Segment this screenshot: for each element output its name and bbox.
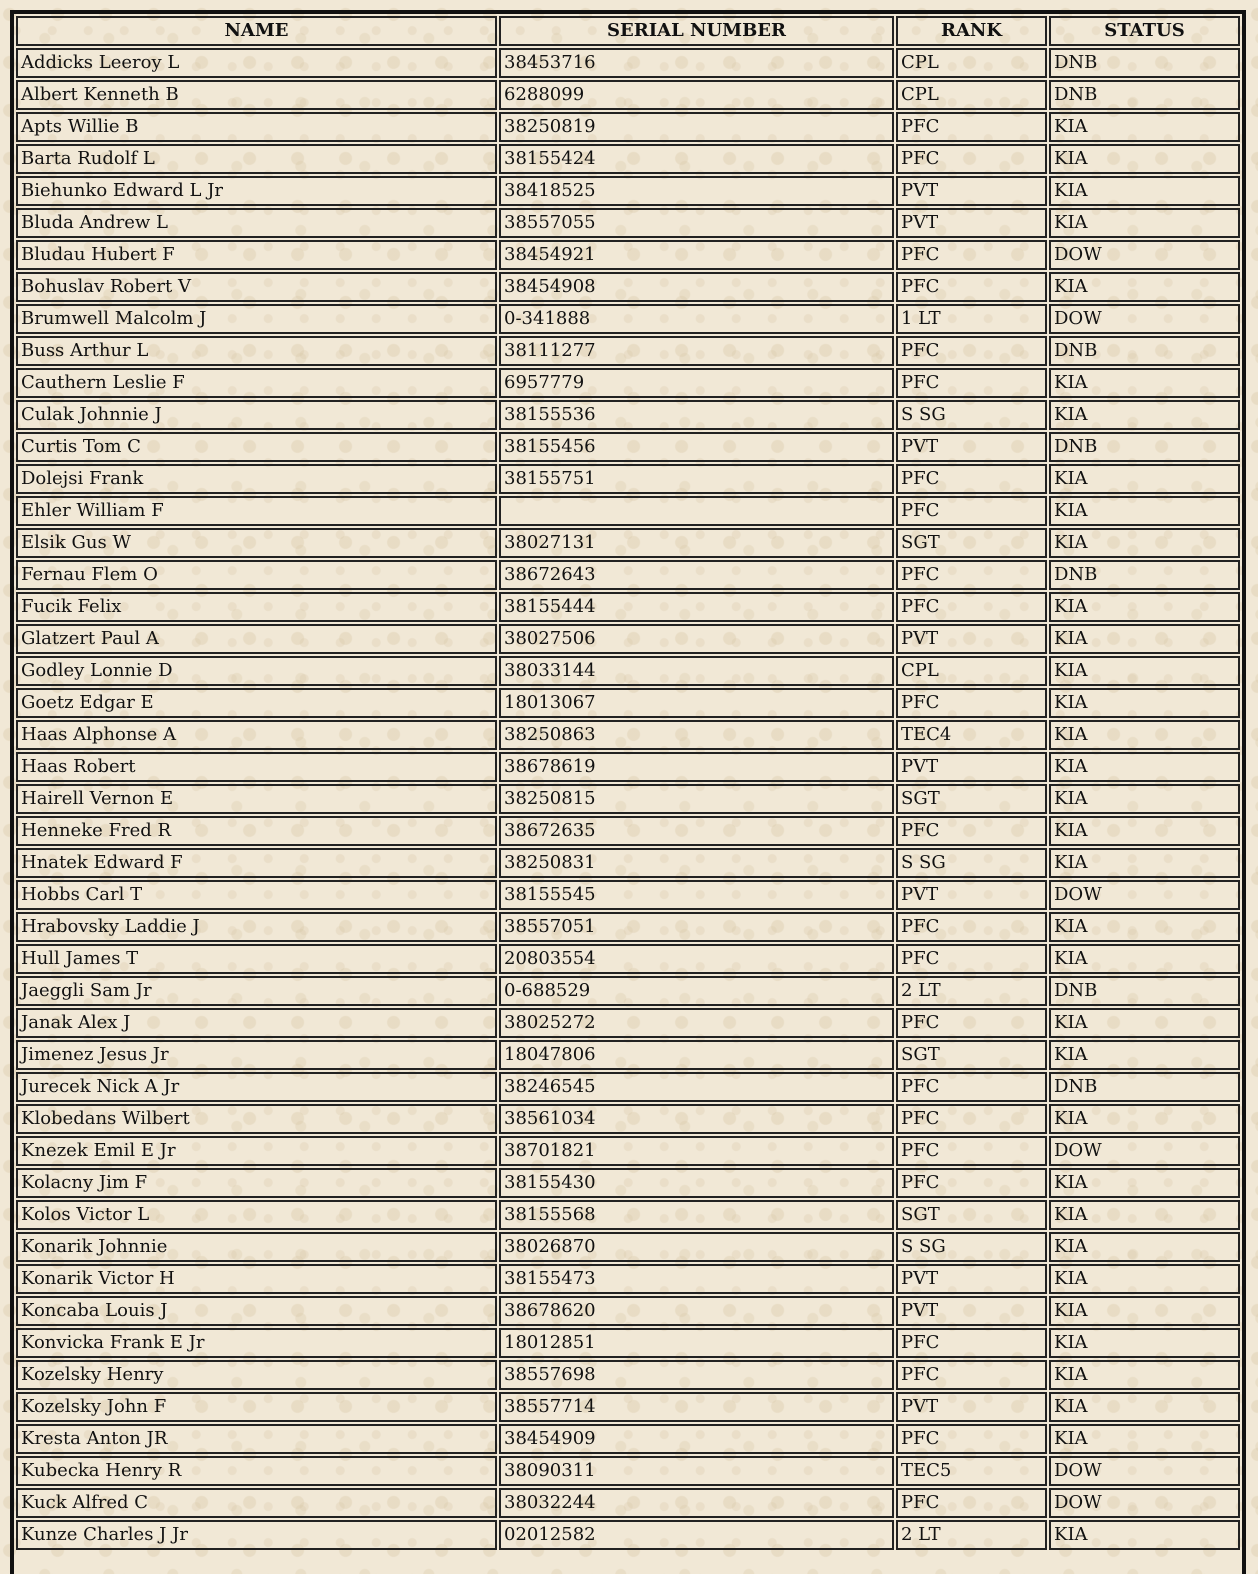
cell-name: Apts Willie B [16,112,497,142]
table-row [16,1392,1240,1422]
cell-rank: SGT [896,784,1047,814]
cell-name: Ehler William F [16,496,497,526]
cell-status: KIA [1049,720,1240,750]
table-row [16,976,1240,1006]
cell-name: Barta Rudolf L [16,144,497,174]
cell-name: Elsik Gus W [16,528,497,558]
cell-rank: CPL [896,80,1047,110]
cell-status: KIA [1049,1424,1240,1454]
cell-name: Fucik Felix [16,592,497,622]
cell-status: KIA [1049,592,1240,622]
cell-rank: S SG [896,848,1047,878]
table-row [16,1104,1240,1134]
cell-serial-number: 38557051 [499,912,894,942]
cell-name: Kunze Charles J Jr [16,1520,497,1550]
cell-rank: PFC [896,368,1047,398]
column-header-status: STATUS [1049,16,1240,46]
column-header-name: NAME [16,16,497,46]
column-header-rank: RANK [896,16,1047,46]
cell-name: Kolacny Jim F [16,1168,497,1198]
cell-rank: PVT [896,752,1047,782]
cell-name: Godley Lonnie D [16,656,497,686]
cell-rank: TEC4 [896,720,1047,750]
cell-status: KIA [1049,688,1240,718]
cell-serial-number: 38557055 [499,208,894,238]
cell-status: KIA [1049,1520,1240,1550]
cell-serial-number: 38155430 [499,1168,894,1198]
cell-serial-number: 38454908 [499,272,894,302]
cell-name: Hairell Vernon E [16,784,497,814]
cell-rank: PFC [896,1008,1047,1038]
cell-serial-number: 38155456 [499,432,894,462]
cell-status: KIA [1049,1168,1240,1198]
cell-status: DNB [1049,80,1240,110]
cell-serial-number: 18047806 [499,1040,894,1070]
cell-status: DNB [1049,976,1240,1006]
cell-serial-number: 38418525 [499,176,894,206]
cell-rank: PFC [896,592,1047,622]
cell-serial-number [499,496,894,526]
cell-status: KIA [1049,208,1240,238]
table-row [16,624,1240,654]
cell-status: KIA [1049,1200,1240,1230]
cell-serial-number: 38027131 [499,528,894,558]
cell-status: KIA [1049,1392,1240,1422]
table-row [16,944,1240,974]
cell-name: Kuck Alfred C [16,1488,497,1518]
cell-status: KIA [1049,752,1240,782]
cell-rank: PFC [896,1424,1047,1454]
cell-status: KIA [1049,496,1240,526]
table-row [16,1296,1240,1326]
cell-serial-number: 18012851 [499,1328,894,1358]
cell-status: KIA [1049,1040,1240,1070]
table-row [16,1040,1240,1070]
table-row [16,1072,1240,1102]
cell-rank: PFC [896,1168,1047,1198]
roster-table [14,14,1242,1552]
table-row [16,816,1240,846]
column-header-serial-number: SERIAL NUMBER [499,16,894,46]
cell-serial-number: 38701821 [499,1136,894,1166]
cell-name: Haas Alphonse A [16,720,497,750]
cell-status: KIA [1049,464,1240,494]
cell-rank: 2 LT [896,976,1047,1006]
table-row [16,784,1240,814]
cell-name: Curtis Tom C [16,432,497,462]
table-row [16,432,1240,462]
cell-serial-number: 38454909 [499,1424,894,1454]
cell-rank: S SG [896,400,1047,430]
cell-status: KIA [1049,176,1240,206]
table-row [16,752,1240,782]
cell-name: Hnatek Edward F [16,848,497,878]
cell-name: Kozelsky Henry [16,1360,497,1390]
cell-name: Bludau Hubert F [16,240,497,270]
cell-serial-number: 38557698 [499,1360,894,1390]
cell-serial-number: 38453716 [499,48,894,78]
cell-name: Jaeggli Sam Jr [16,976,497,1006]
table-row [16,528,1240,558]
cell-rank: PFC [896,496,1047,526]
cell-serial-number: 38155568 [499,1200,894,1230]
cell-serial-number: 38561034 [499,1104,894,1134]
cell-serial-number: 38250819 [499,112,894,142]
cell-status: KIA [1049,1360,1240,1390]
cell-rank: PVT [896,624,1047,654]
cell-rank: PVT [896,432,1047,462]
cell-status: KIA [1049,816,1240,846]
cell-serial-number: 38025272 [499,1008,894,1038]
cell-rank: PFC [896,560,1047,590]
table-row [16,880,1240,910]
cell-name: Konarik Johnnie [16,1232,497,1262]
cell-serial-number: 38155751 [499,464,894,494]
cell-serial-number: 38557714 [499,1392,894,1422]
cell-name: Konvicka Frank E Jr [16,1328,497,1358]
table-row [16,1008,1240,1038]
cell-rank: PVT [896,1392,1047,1422]
table-row [16,368,1240,398]
cell-rank: PFC [896,912,1047,942]
table-row [16,240,1240,270]
cell-status: DOW [1049,1456,1240,1486]
cell-rank: PFC [896,112,1047,142]
cell-rank: 2 LT [896,1520,1047,1550]
cell-status: DNB [1049,48,1240,78]
cell-name: Addicks Leeroy L [16,48,497,78]
header-row [16,16,1240,46]
cell-name: Hull James T [16,944,497,974]
cell-name: Jimenez Jesus Jr [16,1040,497,1070]
cell-rank: PFC [896,1104,1047,1134]
cell-rank: PFC [896,272,1047,302]
cell-status: DOW [1049,304,1240,334]
cell-name: Culak Johnnie J [16,400,497,430]
cell-serial-number: 38033144 [499,656,894,686]
table-row [16,848,1240,878]
cell-serial-number: 0-688529 [499,976,894,1006]
cell-name: Konarik Victor H [16,1264,497,1294]
cell-status: KIA [1049,1264,1240,1294]
cell-rank: PVT [896,1264,1047,1294]
table-row [16,304,1240,334]
cell-name: Bohuslav Robert V [16,272,497,302]
cell-rank: PVT [896,176,1047,206]
table-row [16,1360,1240,1390]
table-row [16,1264,1240,1294]
cell-status: KIA [1049,1008,1240,1038]
cell-serial-number: 38155545 [499,880,894,910]
cell-serial-number: 38250831 [499,848,894,878]
cell-name: Brumwell Malcolm J [16,304,497,334]
cell-status: KIA [1049,944,1240,974]
cell-rank: SGT [896,1040,1047,1070]
table-row [16,1520,1240,1550]
cell-status: KIA [1049,624,1240,654]
table-row [16,400,1240,430]
cell-name: Biehunko Edward L Jr [16,176,497,206]
cell-serial-number: 6957779 [499,368,894,398]
cell-name: Glatzert Paul A [16,624,497,654]
table-row [16,272,1240,302]
cell-rank: PFC [896,1328,1047,1358]
cell-serial-number: 38155536 [499,400,894,430]
cell-serial-number: 38155444 [499,592,894,622]
cell-rank: PVT [896,880,1047,910]
cell-status: DOW [1049,1488,1240,1518]
cell-serial-number: 38155473 [499,1264,894,1294]
cell-serial-number: 38026870 [499,1232,894,1262]
cell-rank: CPL [896,656,1047,686]
table-row [16,176,1240,206]
cell-serial-number: 38090311 [499,1456,894,1486]
cell-status: KIA [1049,1232,1240,1262]
cell-status: DNB [1049,1072,1240,1102]
cell-serial-number: 38027506 [499,624,894,654]
cell-serial-number: 38672635 [499,816,894,846]
cell-status: DNB [1049,336,1240,366]
cell-serial-number: 38111277 [499,336,894,366]
table-row [16,336,1240,366]
cell-rank: CPL [896,48,1047,78]
cell-rank: SGT [896,528,1047,558]
table-row [16,1456,1240,1486]
cell-serial-number: 18013067 [499,688,894,718]
cell-name: Haas Robert [16,752,497,782]
cell-status: KIA [1049,528,1240,558]
cell-rank: PFC [896,240,1047,270]
table-row [16,1232,1240,1262]
cell-rank: PVT [896,208,1047,238]
cell-serial-number: 38678620 [499,1296,894,1326]
table-row [16,112,1240,142]
table-row [16,1328,1240,1358]
cell-status: KIA [1049,144,1240,174]
cell-rank: 1 LT [896,304,1047,334]
cell-serial-number: 38155424 [499,144,894,174]
table-row [16,720,1240,750]
table-row [16,560,1240,590]
table-row [16,496,1240,526]
cell-serial-number: 6288099 [499,80,894,110]
cell-serial-number: 38250863 [499,720,894,750]
table-row [16,656,1240,686]
table-row [16,688,1240,718]
cell-name: Buss Arthur L [16,336,497,366]
cell-name: Henneke Fred R [16,816,497,846]
table-row [16,1168,1240,1198]
cell-status: KIA [1049,1104,1240,1134]
cell-status: KIA [1049,1296,1240,1326]
cell-serial-number: 38246545 [499,1072,894,1102]
cell-name: Bluda Andrew L [16,208,497,238]
table-row [16,1136,1240,1166]
cell-name: Klobedans Wilbert [16,1104,497,1134]
cell-name: Albert Kenneth B [16,80,497,110]
cell-status: KIA [1049,400,1240,430]
cell-name: Kozelsky John F [16,1392,497,1422]
table-row [16,208,1240,238]
cell-name: Hrabovsky Laddie J [16,912,497,942]
table-row [16,464,1240,494]
cell-status: KIA [1049,912,1240,942]
table-row [16,592,1240,622]
cell-status: KIA [1049,272,1240,302]
cell-name: Kresta Anton JR [16,1424,497,1454]
cell-rank: PFC [896,336,1047,366]
cell-status: KIA [1049,368,1240,398]
table-row [16,80,1240,110]
cell-rank: S SG [896,1232,1047,1262]
cell-name: Goetz Edgar E [16,688,497,718]
cell-name: Janak Alex J [16,1008,497,1038]
table-row [16,1488,1240,1518]
cell-rank: SGT [896,1200,1047,1230]
cell-rank: PFC [896,1072,1047,1102]
table-row [16,1200,1240,1230]
cell-serial-number: 20803554 [499,944,894,974]
cell-name: Cauthern Leslie F [16,368,497,398]
cell-name: Koncaba Louis J [16,1296,497,1326]
cell-name: Hobbs Carl T [16,880,497,910]
roster-body [16,48,1240,1550]
cell-rank: PVT [896,1296,1047,1326]
cell-name: Kolos Victor L [16,1200,497,1230]
cell-status: KIA [1049,784,1240,814]
cell-name: Kubecka Henry R [16,1456,497,1486]
cell-rank: PFC [896,1136,1047,1166]
cell-status: DOW [1049,240,1240,270]
cell-name: Dolejsi Frank [16,464,497,494]
cell-name: Knezek Emil E Jr [16,1136,497,1166]
cell-status: DNB [1049,560,1240,590]
cell-rank: PFC [896,944,1047,974]
roster-frame [10,10,1246,1574]
table-row [16,48,1240,78]
table-row [16,1424,1240,1454]
cell-serial-number: 38454921 [499,240,894,270]
cell-status: DOW [1049,880,1240,910]
cell-status: KIA [1049,1328,1240,1358]
table-row [16,912,1240,942]
cell-rank: PFC [896,144,1047,174]
cell-name: Jurecek Nick A Jr [16,1072,497,1102]
cell-serial-number: 02012582 [499,1520,894,1550]
cell-rank: PFC [896,1488,1047,1518]
cell-rank: PFC [896,1360,1047,1390]
cell-status: KIA [1049,656,1240,686]
cell-rank: PFC [896,688,1047,718]
cell-status: KIA [1049,848,1240,878]
cell-serial-number: 38032244 [499,1488,894,1518]
cell-rank: PFC [896,816,1047,846]
cell-status: DNB [1049,432,1240,462]
cell-serial-number: 38672643 [499,560,894,590]
cell-status: DOW [1049,1136,1240,1166]
table-row [16,144,1240,174]
cell-rank: PFC [896,464,1047,494]
cell-serial-number: 38250815 [499,784,894,814]
cell-rank: TEC5 [896,1456,1047,1486]
cell-serial-number: 0-341888 [499,304,894,334]
cell-status: KIA [1049,112,1240,142]
cell-name: Fernau Flem O [16,560,497,590]
cell-serial-number: 38678619 [499,752,894,782]
